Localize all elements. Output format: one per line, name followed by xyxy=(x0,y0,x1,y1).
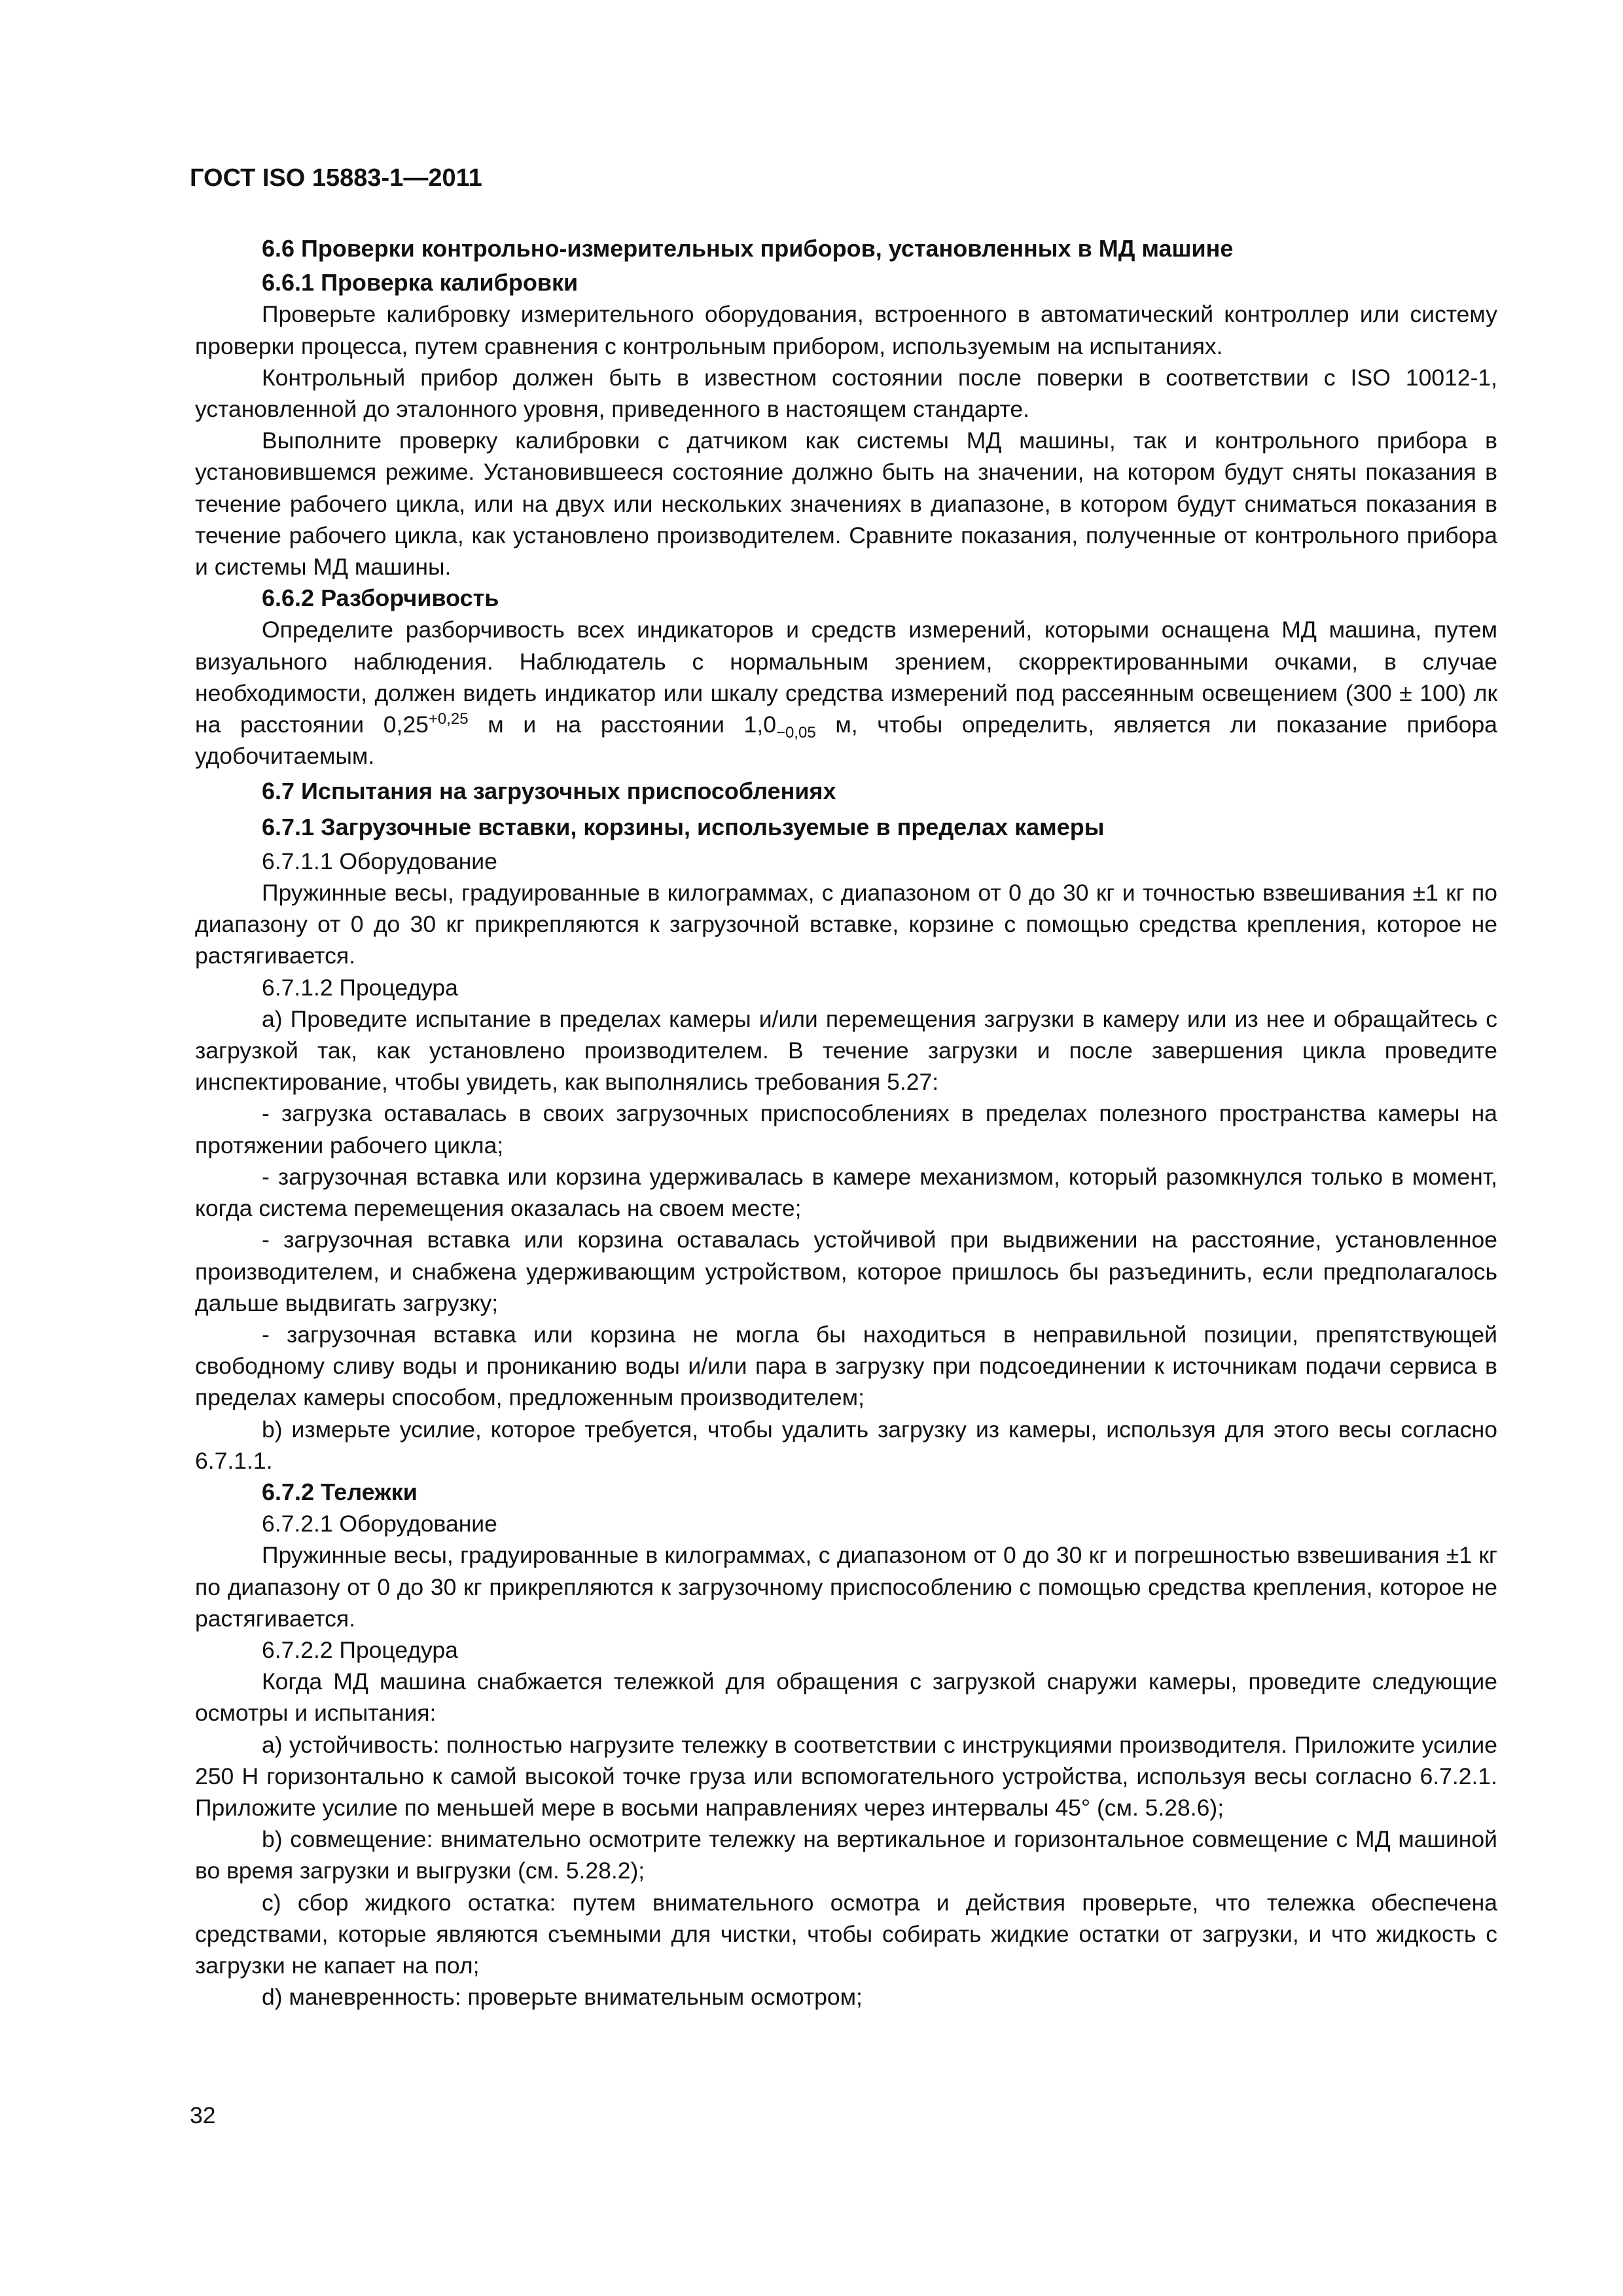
page-number: 32 xyxy=(190,2102,216,2128)
list-item: - загрузочная вставка или корзина оставалась устойчивой при выдвижении на расстояние, установленное производителем, и снабжена удерживающим устройством, которое пришлось бы разъединить, если предполагалось дальше выдвигать загрузку; xyxy=(195,1227,1497,1316)
section-6-7-2-title: 6.7.2 Тележки xyxy=(262,1478,418,1505)
list-item: - загрузка оставалась в своих загрузочных приспособлениях в пределах полезного пространства камеры на протяжении рабочего цикла; xyxy=(195,1100,1497,1158)
section-6-7-title: 6.7 Испытания на загрузочных приспособлениях xyxy=(262,778,836,805)
paragraph: Проверьте калибровку измерительного оборудования, встроенного в автоматический контроллер или систему проверки процесса, путем сравнения с контрольным прибором, используемым на испытаниях. xyxy=(195,301,1497,359)
list-item: d) маневренность: проверьте внимательным осмотром; xyxy=(262,1984,863,2011)
paragraph: Когда МД машина снабжается тележкой для обращения с загрузкой снаружи камеры, проведите следующие осмотры и испытания: xyxy=(195,1668,1497,1727)
paragraph: Пружинные весы, градуированные в килограммах, с диапазоном от 0 до 30 кг и точностью взвешивания ±1 кг по диапазону от 0 до 30 кг прикрепляются к загрузочной вставке, корзине с помощью средства крепления, которое не растягивается. xyxy=(195,880,1497,969)
list-item: b) совмещение: внимательно осмотрите тележку на вертикальное и горизонтальное совмещение с МД машиной во время загрузки и выгрузки (см. 5.28.2); xyxy=(195,1826,1497,1884)
paragraph: Выполните проверку калибровки с датчиком как системы МД машины, так и контрольного прибора в установившемся режиме. Установившееся состояние должно быть на значении, на котором будут сняты показания в течение рабочего цикла, или на двух или нескольких значениях в диапазоне, в котором будут сниматься показания в течение рабочего цикла, как установлено производителем. Сравните показания, полученные от контрольного прибора и системы МД машины. xyxy=(195,427,1497,581)
paragraph: Контрольный прибор должен быть в известном состоянии после поверки в соответствии с ISO 10012-1, установленной до эталонного уровня, приведенного в настоящем стандарте. xyxy=(195,364,1497,423)
section-6-7-1-title: 6.7.1 Загрузочные вставки, корзины, используемые в пределах камеры xyxy=(262,813,1105,840)
list-item: a) Проведите испытание в пределах камеры и/или перемещения загрузки в камеру или из нее и обращайтесь с загрузкой так, как установлено производителем. В течение загрузки и после завершения цикла проведите инспектирование, чтобы увидеть, как выполнялись требования 5.27: xyxy=(195,1005,1497,1096)
subsection-6-7-2-2-title: 6.7.2.2 Процедура xyxy=(262,1636,458,1663)
subsection-6-7-1-2-title: 6.7.1.2 Процедура xyxy=(262,974,458,1001)
subsection-6-7-1-1-title: 6.7.1.1 Оборудование xyxy=(262,848,497,874)
paragraph: Пружинные весы, градуированные в килограммах, с диапазоном от 0 до 30 кг и погрешностью взвешивания ±1 кг по диапазону от 0 до 30 кг прикрепляются к загрузочному приспособлению с помощью средства крепления, которое не растягивается. xyxy=(195,1542,1497,1632)
subsection-6-7-2-1-title: 6.7.2.1 Оборудование xyxy=(262,1511,497,1537)
paragraph-legibility: Определите разборчивость всех индикаторов и средств измерений, которыми оснащена МД машина, путем визуального наблюдения. Наблюдатель с нормальным зрением, скорректированными очками, в случае необходимости, должен видеть индикатор или шкалу средства измерений под рассеянным освещением (300 ± 100) лк на расстоянии $0,25^{+0,25}$ м и на расстоянии $1,0_{-0,05}$ м, чтобы определить, является ли показание прибора удобочитаемым. xyxy=(195,617,1497,770)
list-item: - загрузочная вставка или корзина не могла бы находиться в неправильной позиции, препятствующей свободному сливу воды и проникaнию воды и/или пара в загрузку при подсоединении к источникам подачи сервиса в пределах камеры способом, предложенным производителем; xyxy=(195,1321,1497,1411)
standard-header: ГОСТ ISO 15883-1—2011 xyxy=(190,164,482,192)
list-item: - загрузочная вставка или корзина удерживалась в камере механизмом, который разомкнулся только в момент, когда система перемещения оказалась на своем месте; xyxy=(195,1163,1497,1222)
list-item: a) устойчивость: полностью нагрузите тележку в соответствии с инструкциями производителя. Приложите усилие 250 Н горизонтально к самой высокой точке груза или вспомогательного устройства, используя весы согласно 6.7.2.1. Приложите усилие по меньшей мере в восьми направлениях через интервалы 45° (см. 5.28.6); xyxy=(195,1731,1497,1821)
section-6-6-1-title: 6.6.1 Проверка калибровки xyxy=(262,269,579,296)
list-item: b) измерьте усилие, которое требуется, чтобы удалить загрузку из камеры, используя для этого весы согласно 6.7.1.1. xyxy=(195,1416,1497,1474)
section-6-6-2-title: 6.6.2 Разборчивость xyxy=(262,584,499,612)
section-6-6-title: 6.6 Проверки контрольно-измерительных приборов, установленных в МД машине xyxy=(262,235,1234,262)
list-item: c) сбор жидкого остатка: путем внимательного осмотра и действия проверьте, что тележка обеспечена средствами, которые являются съемными для чистки, чтобы собирать жидкие остатки от загрузки, и что жидкость с загрузки не капает на пол; xyxy=(195,1889,1497,1979)
page-content xyxy=(195,229,1497,2013)
